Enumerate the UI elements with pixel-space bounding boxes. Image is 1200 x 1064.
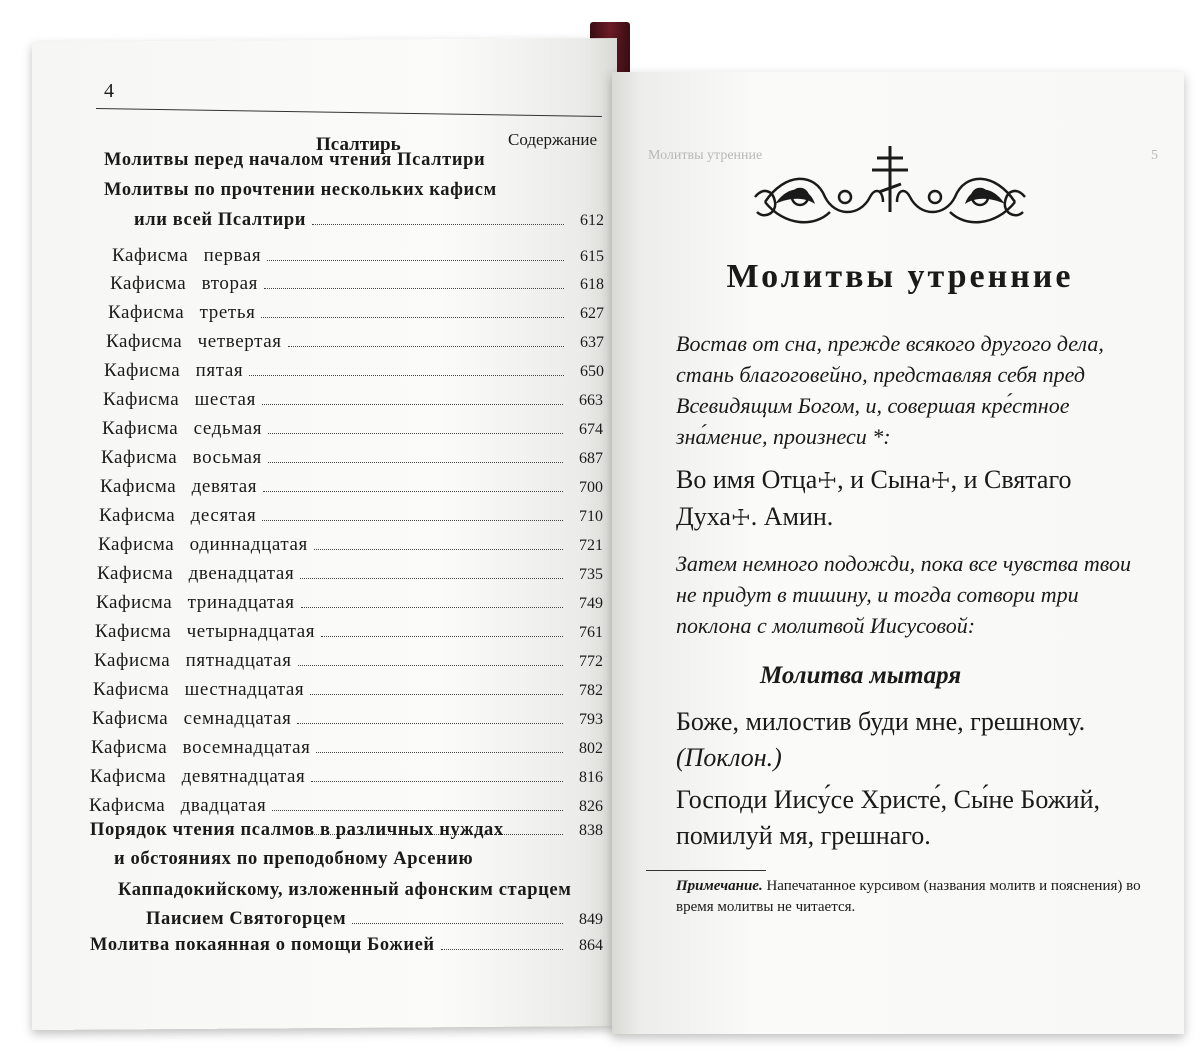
toc-entry-label: Молитва покаянная о помощи Божией bbox=[90, 935, 435, 955]
toc-entry bbox=[112, 245, 604, 267]
toc-leader-dots bbox=[267, 260, 564, 261]
toc-entry-page: 650 bbox=[580, 363, 604, 380]
toc-entry bbox=[118, 880, 598, 901]
toc-entry-label: Молитвы по прочтении нескольких кафисм bbox=[104, 180, 497, 200]
toc-entry-label: Кафисма шестая bbox=[103, 389, 256, 410]
toc-leader-dots bbox=[263, 491, 563, 492]
footnote bbox=[676, 876, 1146, 918]
toc-entry-page: 761 bbox=[579, 624, 603, 641]
toc-entry bbox=[104, 180, 604, 201]
toc-entry bbox=[94, 650, 603, 672]
toc-entry-label: Кафисма семнадцатая bbox=[92, 708, 292, 729]
footnote-rule bbox=[646, 870, 766, 871]
toc-entry-label: Кафисма четырнадцатая bbox=[95, 621, 316, 642]
toc-leader-dots bbox=[262, 404, 563, 405]
toc-entry-page: 793 bbox=[579, 711, 603, 728]
footnote-text: Напечатанное курсивом (названия молитв и пояснения) во время молитвы не читается. bbox=[676, 878, 1141, 915]
toc-leader-dots bbox=[312, 224, 564, 225]
toc-entry bbox=[106, 331, 604, 353]
toc-entry-label: Кафисма двенадцатая bbox=[97, 563, 295, 584]
toc-entry-label: Каппадокийскому, изложенный афонским старцем bbox=[118, 880, 572, 900]
toc-entry-page: 637 bbox=[580, 334, 604, 351]
toc-entry-page: 687 bbox=[579, 450, 603, 467]
toc-entry-page: 700 bbox=[579, 479, 603, 496]
toc-entry-label: Кафисма шестнадцатая bbox=[93, 679, 305, 700]
running-head: Содержание bbox=[508, 130, 598, 149]
prayer-paragraph-1: Боже, милостив буди мне, грешному. (Поклон.) bbox=[676, 707, 1086, 772]
toc-entry bbox=[146, 909, 603, 930]
prayer-paragraph-2: Господи Иису́се Христе́, Сы́не Божий, помилуй мя, грешнаго. bbox=[676, 785, 1100, 850]
toc-leader-dots bbox=[301, 607, 563, 608]
prayer-title: Молитва мытаря bbox=[760, 662, 962, 689]
toc-entry bbox=[104, 360, 604, 382]
toc-entry bbox=[93, 679, 603, 701]
footnote-label: Примечание. bbox=[676, 878, 763, 894]
cross-icon: ☩ bbox=[817, 468, 838, 493]
toc-entry-page: 674 bbox=[579, 421, 603, 438]
toc-leader-dots bbox=[249, 375, 564, 376]
toc-entry-page: 838 bbox=[579, 822, 603, 839]
toc-entry bbox=[103, 389, 603, 411]
toc-entry bbox=[95, 621, 603, 643]
toc-leader-dots bbox=[441, 949, 563, 950]
toc-entry-label: Кафисма первая bbox=[112, 245, 262, 266]
toc-leader-dots bbox=[297, 723, 563, 724]
toc-entry-label: или всей Псалтири bbox=[134, 210, 306, 230]
toc-entry-label: Порядок чтения псалмов в различных нуждах bbox=[90, 820, 504, 840]
toc-entry bbox=[96, 592, 603, 614]
toc-entry bbox=[99, 505, 603, 527]
toc-entry bbox=[134, 210, 604, 231]
toc-entry-label: Кафисма двадцатая bbox=[89, 795, 267, 816]
toc-entry-page: 615 bbox=[580, 248, 604, 265]
toc-leader-dots bbox=[300, 578, 563, 579]
toc-entry bbox=[90, 766, 603, 788]
toc-entry-label: Кафисма пятая bbox=[104, 360, 244, 381]
toc-entry-page: 663 bbox=[579, 392, 603, 409]
page-title: Молитвы утренние bbox=[726, 258, 1074, 295]
toc-leader-dots bbox=[288, 346, 564, 347]
toc-entry-page: 735 bbox=[579, 566, 603, 583]
toc-leader-dots bbox=[298, 665, 563, 666]
toc-entry-page: 612 bbox=[580, 212, 604, 229]
toc-leader-dots bbox=[262, 520, 563, 521]
toc-entry-page: 772 bbox=[579, 653, 603, 670]
page-number: 4 bbox=[104, 80, 114, 102]
toc-entry-page: 849 bbox=[579, 911, 603, 928]
toc-entry bbox=[92, 708, 603, 730]
toc-entry-label: Кафисма десятая bbox=[99, 505, 257, 526]
toc-entry bbox=[102, 418, 603, 440]
toc-leader-dots bbox=[310, 694, 563, 695]
toc-entry-page: 749 bbox=[579, 595, 603, 612]
toc-leader-dots bbox=[261, 317, 564, 318]
toc-leader-dots bbox=[316, 752, 563, 753]
toc-entry-page: 826 bbox=[579, 798, 603, 815]
toc-entry bbox=[90, 935, 603, 956]
ghost-page-number: 5 bbox=[1151, 148, 1158, 163]
toc-entry-page: 710 bbox=[579, 508, 603, 525]
toc-entry-label: Кафисма девятнадцатая bbox=[90, 766, 306, 787]
toc-entry-page: 721 bbox=[579, 537, 603, 554]
toc-entry-label: Кафисма седьмая bbox=[102, 418, 263, 439]
instruction-paragraph: Затем немного подожди, пока все чувства твои не придут в тишину, и тогда сотвори три поклона с молитвой Иисусовой: bbox=[676, 551, 1132, 638]
toc-entry bbox=[114, 849, 534, 870]
toc-entry-label: Кафисма девятая bbox=[100, 476, 258, 497]
toc-leader-dots bbox=[272, 810, 563, 811]
toc-entry bbox=[97, 563, 603, 585]
prayer-note: (Поклон.) bbox=[676, 743, 782, 772]
cross-ornament-icon bbox=[745, 142, 1035, 242]
toc-entry-page: 782 bbox=[579, 682, 603, 699]
toc-entry bbox=[101, 447, 603, 469]
toc-leader-dots bbox=[268, 433, 563, 434]
toc-entry-label: Кафисма вторая bbox=[110, 273, 258, 294]
toc-entry bbox=[98, 534, 603, 556]
toc-entry bbox=[108, 302, 604, 324]
toc-leader-dots bbox=[264, 288, 564, 289]
toc-entry-label: Кафисма одиннадцатая bbox=[98, 534, 308, 555]
toc-entry bbox=[90, 820, 510, 841]
toc-entry-label: Кафисма третья bbox=[108, 302, 256, 323]
toc-entry-page: 864 bbox=[579, 937, 603, 954]
toc-entry-label: Молитвы перед началом чтения Псалтири bbox=[104, 150, 486, 170]
toc-leader-dots bbox=[352, 923, 563, 924]
toc-leader-dots bbox=[311, 781, 563, 782]
toc-entry-label: Кафисма четвертая bbox=[106, 331, 282, 352]
cross-icon: ☩ bbox=[930, 468, 951, 493]
toc-entry-label: Кафисма пятнадцатая bbox=[94, 650, 292, 671]
toc-entry-label: Кафисма тринадцатая bbox=[96, 592, 295, 613]
toc-entry-label: Паисием Святогорцем bbox=[146, 909, 347, 929]
toc-entry-page: 802 bbox=[579, 740, 603, 757]
toc-leader-dots bbox=[321, 636, 563, 637]
toc-entry-page: 618 bbox=[580, 276, 604, 293]
toc-entry-label: и обстояниях по преподобному Арсению bbox=[114, 849, 474, 869]
ghost-header-title: Молитвы утренние bbox=[648, 148, 763, 163]
invocation-paragraph: Во имя Отца☩, и Сына☩, и Святаго Духа☩. Амин. bbox=[676, 465, 1072, 531]
toc-leader-dots bbox=[268, 462, 563, 463]
toc-entry bbox=[110, 273, 604, 295]
toc-entry bbox=[100, 476, 603, 498]
toc-entry-label: Кафисма восемнадцатая bbox=[91, 737, 311, 758]
cross-icon: ☩ bbox=[730, 505, 751, 530]
toc-entry bbox=[89, 795, 603, 817]
toc-entry bbox=[104, 150, 512, 171]
toc-entry-label: Кафисма восьмая bbox=[101, 447, 262, 468]
toc-entry bbox=[91, 737, 603, 759]
toc-entry-page: 627 bbox=[580, 305, 604, 322]
toc-entry-page: 816 bbox=[579, 769, 603, 786]
toc-leader-dots bbox=[314, 549, 563, 550]
intro-paragraph: Востав от сна, прежде всякого другого дела, стань благоговейно, представляя себя пред Всевидящим Богом, и, совершая кре́стное зна́мение, произнеси *: bbox=[676, 331, 1104, 449]
section-title: Псалтирь bbox=[316, 134, 401, 155]
